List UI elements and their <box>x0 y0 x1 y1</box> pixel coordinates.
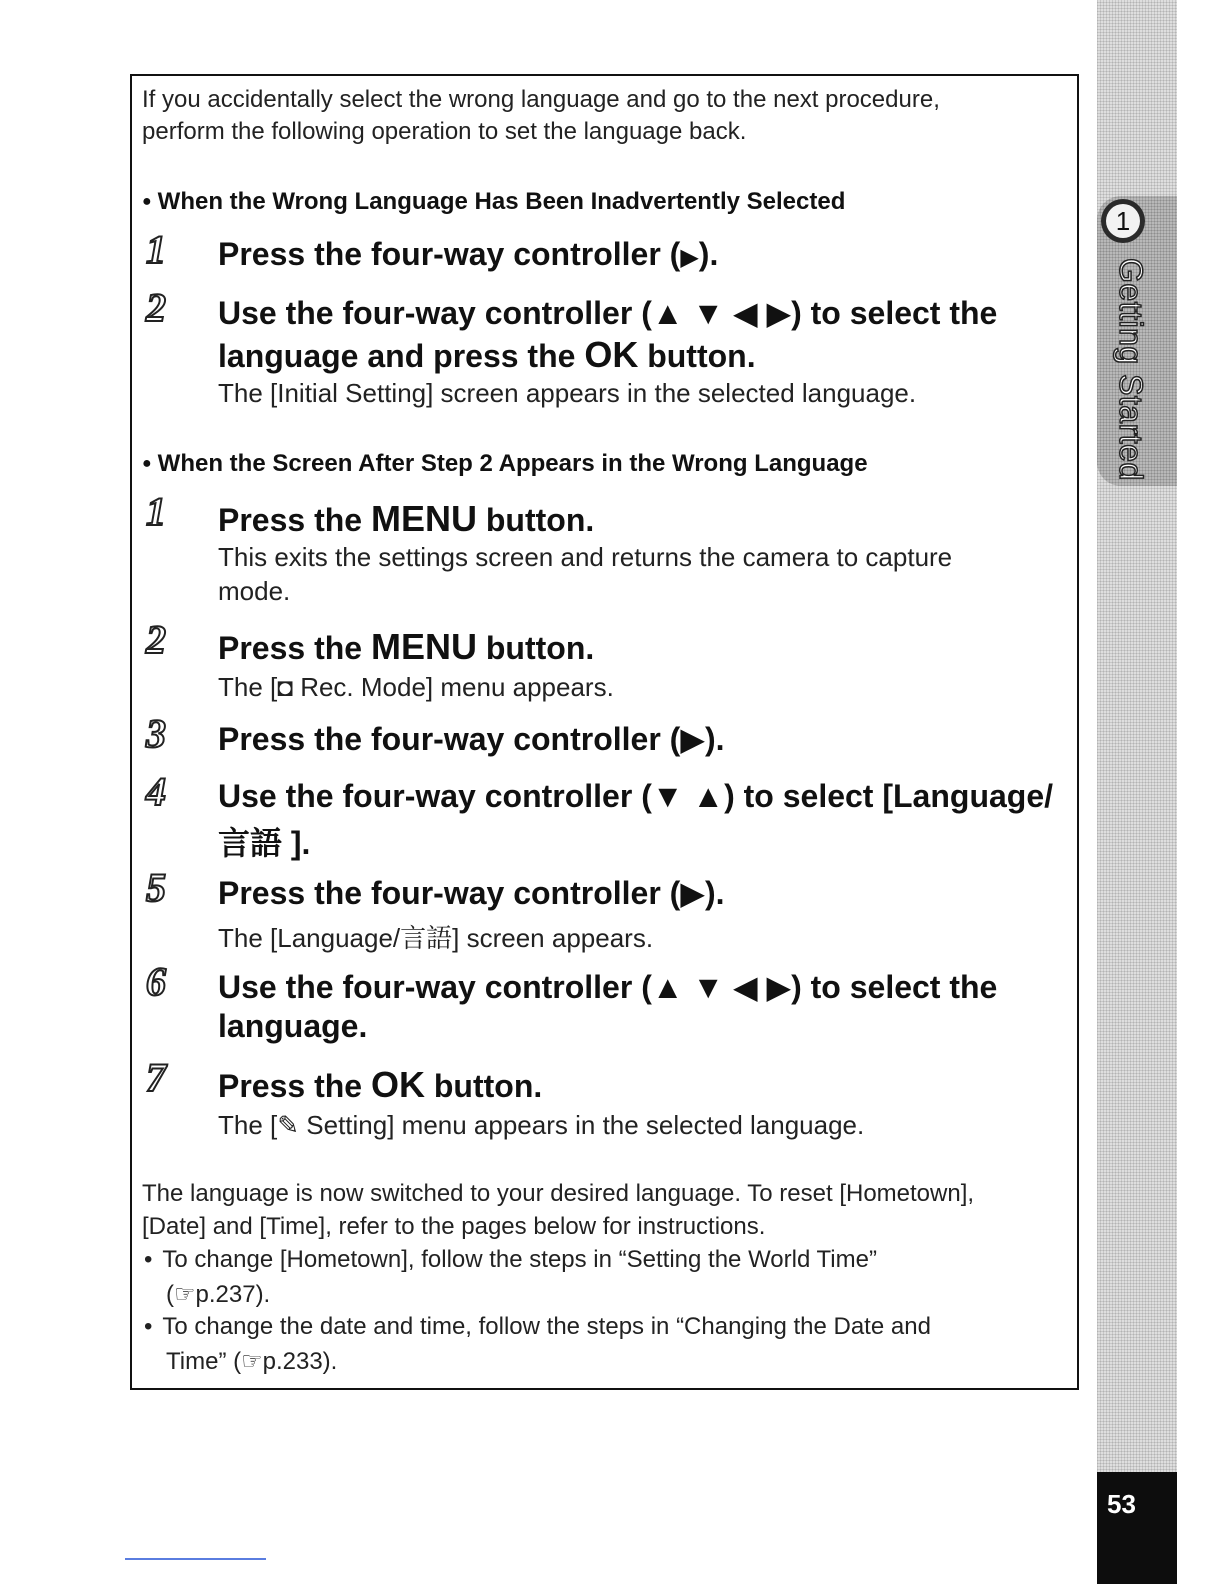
step-heading: Press the MENU button. <box>218 626 595 667</box>
menu-button-label: MENU <box>370 498 477 539</box>
bullet-dot-icon: • <box>144 1246 153 1273</box>
step-number: 3 <box>146 711 166 756</box>
step-heading: Press the four-way controller (▶). <box>218 236 719 272</box>
step-number: 2 <box>146 617 166 662</box>
step-heading-line-1: Use the four-way controller (▲ ▼ ◀ ▶) to select the <box>218 295 998 331</box>
step-description: The [◘ Rec. Mode] menu appears. <box>218 672 614 702</box>
bullet-icon: ● <box>142 455 152 472</box>
closing-bullet-1: • To change [Hometown], follow the steps in “Setting the World Time” <box>144 1246 877 1273</box>
wrench-icon: ✎ <box>277 1110 300 1140</box>
step-number: 7 <box>146 1055 166 1100</box>
right-arrow-icon: ▶ <box>680 244 699 271</box>
step-heading: Press the four-way controller (▶). <box>218 875 725 911</box>
page-number: 53 <box>1107 1489 1136 1519</box>
step-description: The [Initial Setting] screen appears in the selected language. <box>218 378 917 408</box>
chapter-title: Getting Started <box>1113 258 1149 481</box>
closing-line-2: [Date] and [Time], refer to the pages below for instructions. <box>142 1213 766 1240</box>
closing-bullet-2: • To change the date and time, follow the steps in “Changing the Date and <box>144 1313 931 1340</box>
bullet-icon: ● <box>142 193 152 210</box>
step-number: 4 <box>146 769 166 814</box>
camera-icon: ◘ <box>277 672 293 702</box>
closing-line-1: The language is now switched to your desired language. To reset [Hometown], <box>142 1180 975 1207</box>
intro-line-2: perform the following operation to set the language back. <box>142 118 747 145</box>
step-number: 1 <box>146 489 166 534</box>
footer-rule <box>125 1558 266 1560</box>
step-heading-line-1: Use the four-way controller (▲ ▼ ◀ ▶) to select the <box>218 969 998 1005</box>
bullet-dot-icon: • <box>144 1313 153 1340</box>
step-heading-line-1: Use the four-way controller (▼ ▲) to select [Language/ <box>218 778 1054 814</box>
section-title-after-step-2: ● When the Screen After Step 2 Appears in the Wrong Language <box>142 450 868 477</box>
step-description-line-2: mode. <box>218 576 291 606</box>
step-description-line-1: This exits the settings screen and returns the camera to capture <box>218 542 953 572</box>
step-number: 1 <box>146 227 166 272</box>
step-heading: Press the OK button. <box>218 1064 543 1105</box>
step-heading-line-2: language. <box>218 1008 368 1044</box>
step-number: 2 <box>146 285 166 330</box>
step-heading-line-2: 言語 ]. <box>218 825 311 861</box>
ok-button-label: OK <box>370 1064 425 1105</box>
step-heading-line-2: language and press the OK button. <box>218 334 756 375</box>
step-description: The [✎ Setting] menu appears in the selected language. <box>218 1110 865 1140</box>
step-heading: Press the MENU button. <box>218 498 595 539</box>
ok-button-label: OK <box>584 334 639 375</box>
menu-button-label: MENU <box>370 626 477 667</box>
intro-line-1: If you accidentally select the wrong language and go to the next procedure, <box>142 86 940 113</box>
step-number: 6 <box>146 959 166 1004</box>
step-number: 5 <box>146 865 166 910</box>
section-title-wrong-language: ● When the Wrong Language Has Been Inadvertently Selected <box>142 188 846 215</box>
chapter-number: 1 <box>1106 204 1140 238</box>
step-description: The [Language/言語] screen appears. <box>218 923 654 953</box>
closing-bullet-2-ref: Time” (☞p.233). <box>166 1348 338 1375</box>
step-heading: Press the four-way controller (▶). <box>218 721 725 757</box>
closing-bullet-1-ref: (☞p.237). <box>166 1281 271 1308</box>
